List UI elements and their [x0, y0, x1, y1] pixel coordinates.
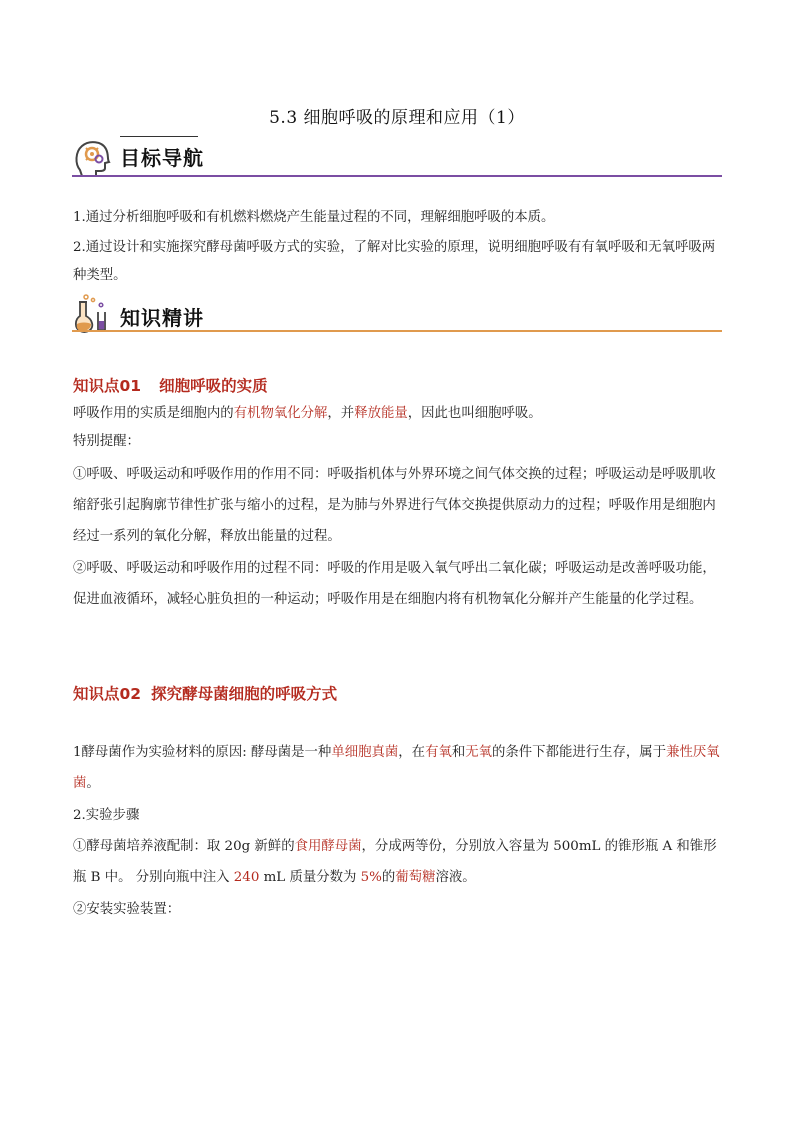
- knowledge-point-name: 探究酵母菌细胞的呼吸方式: [151, 685, 338, 703]
- section-label: 知识精讲: [120, 306, 204, 330]
- steps-heading: 2.实验步骤: [73, 808, 140, 823]
- highlight-text: 5%: [360, 870, 382, 885]
- text-run: 的条件下都能进行生存，属于: [492, 745, 667, 760]
- highlight-text: 有机物氧化分解: [233, 406, 328, 421]
- knowledge-point-number: 知识点01: [73, 377, 142, 395]
- goal-item: 2.通过设计和实施探究酵母菌呼吸方式的实验，了解对比实验的原理，说明细胞呼吸有有氧呼吸和无氧呼吸两种类型。: [73, 240, 716, 283]
- head-gears-icon: [72, 136, 114, 178]
- knowledge-point-title: [73, 682, 337, 704]
- tip-paragraph: ①呼吸、呼吸运动和呼吸作用的作用不同：呼吸指机体与外界环境之间气体交换的过程；呼吸运动是呼吸肌收缩舒张引起胸廓节律性扩张与缩小的过程，是为肺与外界进行气体交换提供原动力的过程；呼吸作用是细胞内经过一系列的氧化分解，释放出能量的过程。: [73, 467, 716, 544]
- text-run: ，分成两等份，分别放入容量为 500mL 的锥形瓶 A 和锥形瓶 B 中。 分别向瓶中注入: [73, 839, 717, 885]
- kp2-step-text: [73, 831, 723, 893]
- highlight-text: 释放能量: [354, 406, 408, 421]
- text-run: 和: [451, 745, 466, 760]
- highlight-text: 兼性厌氧菌: [73, 745, 720, 791]
- highlight-text: 240: [233, 870, 260, 885]
- tip-paragraph: ②呼吸、呼吸运动和呼吸作用的过程不同：呼吸的作用是吸入氧气呼出二氧化碳；呼吸运动是改善呼吸功能，促进血液循环，减轻心脏负担的一种运动；呼吸作用是在细胞内将有机物氧化分解并产生能量的化学过程。: [73, 561, 716, 607]
- text-run: ，因此也叫细胞呼吸。: [407, 406, 542, 421]
- text-run: 溶液。: [435, 870, 476, 885]
- text-run: ，在: [398, 745, 426, 760]
- kp2-reason-text: [73, 737, 723, 799]
- text-run: 的: [381, 870, 396, 885]
- section-divider: [72, 175, 722, 177]
- page-title: 5.3 细胞呼吸的原理和应用（1）: [269, 108, 525, 128]
- header-top-line: [120, 136, 198, 137]
- text-run: mL 质量分数为: [259, 870, 361, 885]
- section-label: 目标导航: [120, 146, 204, 170]
- text-run: ①酵母菌培养液配制：取 20g 新鲜的: [73, 839, 295, 854]
- tip-label: 特别提醒：: [73, 434, 140, 449]
- highlight-text: 无氧: [465, 745, 493, 760]
- knowledge-point-name: 细胞呼吸的实质: [159, 377, 268, 395]
- lab-flask-icon: [72, 292, 114, 334]
- kp1-essence-text: [73, 404, 723, 424]
- highlight-text: 单细胞真菌: [331, 745, 399, 760]
- knowledge-point-number: 知识点02: [73, 685, 142, 703]
- goal-item: 1.通过分析细胞呼吸和有机燃料燃烧产生能量过程的不同，理解细胞呼吸的本质。: [73, 210, 555, 225]
- text-run: 。: [86, 776, 100, 791]
- text-run: 1酵母菌作为实验材料的原因: 酵母菌是一种: [73, 745, 332, 760]
- section-header-knowledge: [72, 292, 722, 338]
- text-run: ，并: [327, 406, 355, 421]
- setup-heading: ②安装实验装置：: [73, 902, 181, 917]
- text-run: 呼吸作用的实质是细胞内的: [73, 406, 234, 421]
- section-header-goals: [72, 136, 722, 182]
- knowledge-point-title: [73, 374, 268, 396]
- section-divider: [72, 330, 722, 332]
- highlight-text: 有氧: [425, 745, 452, 760]
- highlight-text: 食用酵母菌: [294, 839, 362, 854]
- highlight-text: 葡萄糖: [395, 870, 436, 885]
